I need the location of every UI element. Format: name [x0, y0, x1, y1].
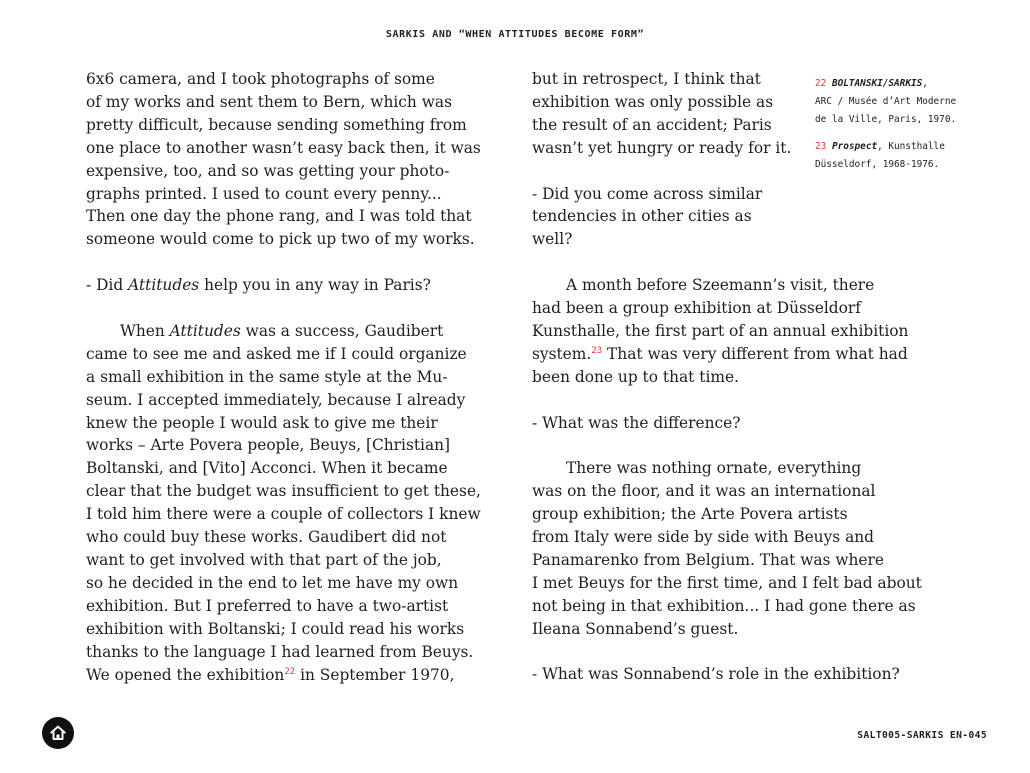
- interview-question: tendencies in other cities as: [532, 207, 752, 226]
- text-line: exhibition with Boltanski; I could read his works: [86, 619, 465, 638]
- text-line: thanks to the language I had learned from Beuys.: [86, 642, 474, 661]
- footnote-ref-23[interactable]: 23: [591, 345, 603, 356]
- footnote-23: 23 Prospect, Kunsthalle Düsseldorf, 1968-1976.: [815, 138, 1015, 174]
- footnote-line: Düsseldorf, 1968-1976.: [815, 159, 940, 170]
- text-line: group exhibition; the Arte Povera artists: [532, 505, 848, 524]
- running-head: SARKIS AND “WHEN ATTITUDES BECOME FORM”: [385, 29, 645, 40]
- text-line: someone would come to pick up two of my works.: [86, 230, 475, 249]
- text-line: was on the floor, and it was an international: [532, 482, 876, 501]
- home-button[interactable]: [42, 717, 74, 749]
- interview-question: well?: [532, 230, 573, 249]
- text-line: of my works and sent them to Bern, which was: [86, 92, 452, 111]
- text-line: pretty difficult, because sending something from: [86, 115, 467, 134]
- text-line: exhibition was only possible as: [532, 92, 774, 111]
- text-line: wasn’t yet hungry or ready for it.: [532, 138, 792, 157]
- footnote-line: ARC / Musée d’Art Moderne: [815, 96, 957, 107]
- paragraph-first-line: There was nothing ornate, everything: [566, 459, 862, 478]
- text-line: knew the people I would ask to give me their: [86, 413, 438, 432]
- text-line: We opened the exhibition$^{22}$ in September 1970,: [86, 665, 455, 684]
- footnote-number: 23: [815, 141, 827, 152]
- text-line: Boltanski, and [Vito] Acconci. When it became: [86, 459, 448, 478]
- text-line: but in retrospect, I think that: [532, 70, 761, 88]
- footnote-ref-22[interactable]: 22: [284, 666, 296, 677]
- text-line: system.$^{23}$ That was very different from what had: [532, 344, 908, 363]
- interview-question: - Did Attitudes help you in any way in Paris?: [86, 276, 431, 295]
- text-line: not being in that exhibition... I had gone there as: [532, 596, 916, 615]
- text-line: exhibition. But I preferred to have a two-artist: [86, 596, 449, 615]
- paragraph-first-line: When Attitudes was a success, Gaudibert: [120, 321, 444, 340]
- paragraph-first-line: A month before Szeemann’s visit, there: [566, 276, 875, 295]
- text-line: so he decided in the end to let me have my own: [86, 573, 459, 592]
- text-line: 6x6 camera, and I took photographs of some: [86, 70, 435, 88]
- text-line: came to see me and asked me if I could organize: [86, 344, 467, 363]
- text-line: Then one day the phone rang, and I was told that: [86, 207, 472, 226]
- footnotes: [815, 75, 1015, 183]
- interview-question: - Did you come across similar: [532, 184, 763, 203]
- text-line: Panamarenko from Belgium. That was where: [532, 550, 885, 569]
- text-line: Ileana Sonnabend’s guest.: [532, 619, 739, 638]
- footnote-number: 22: [815, 78, 827, 89]
- text-line: been done up to that time.: [532, 367, 739, 386]
- text-line: Kunsthalle, the first part of an annual exhibition: [532, 321, 909, 340]
- text-line: want to get involved with that part of the job,: [86, 551, 442, 569]
- text-line: clear that the budget was insufficient to get these,: [86, 482, 481, 501]
- text-line: had been a group exhibition at Düsseldorf: [532, 299, 861, 318]
- interview-question: - What was Sonnabend’s role in the exhibition?: [532, 665, 900, 684]
- text-line: a small exhibition in the same style at the Mu-: [86, 367, 448, 386]
- footnote-line: de la Ville, Paris, 1970.: [815, 114, 957, 125]
- interview-question: - What was the difference?: [532, 413, 741, 432]
- text-line: works – Arte Povera people, Beuys, [Christian]: [86, 436, 451, 455]
- page-code: SALT005-SARKIS EN-045: [857, 730, 987, 741]
- text-line: expensive, too, and so was getting your photo-: [86, 161, 450, 180]
- text-line: I met Beuys for the first time, and I felt bad about: [532, 573, 922, 592]
- text-line: one place to another wasn’t easy back then, it was: [86, 138, 481, 157]
- home-icon: [49, 724, 67, 742]
- text-line: the result of an accident; Paris: [532, 115, 772, 134]
- footnote-title: Prospect: [831, 141, 878, 152]
- text-line: I told him there were a couple of collectors I knew: [86, 505, 481, 524]
- text-line: who could buy these works. Gaudibert did not: [86, 528, 447, 547]
- text-line: graphs printed. I used to count every penny...: [86, 184, 442, 203]
- left-column: [86, 68, 516, 686]
- text-line: seum. I accepted immediately, because I already: [86, 390, 466, 409]
- footnote-title: BOLTANSKI/SARKIS: [831, 78, 923, 89]
- text-line: from Italy were side by side with Beuys and: [532, 528, 875, 547]
- footnote-22: 22 BOLTANSKI/SARKIS, ARC / Musée d’Art Moderne de la Ville, Paris, 1970.: [815, 75, 1015, 129]
